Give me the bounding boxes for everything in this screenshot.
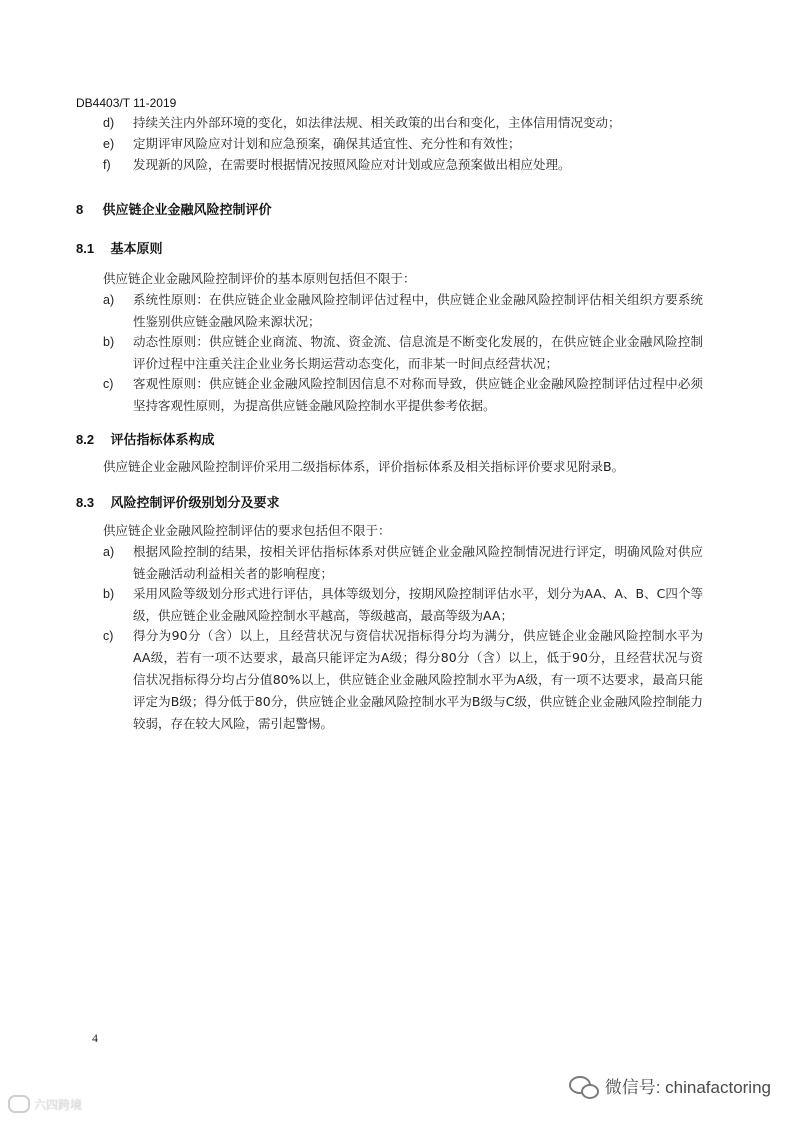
section-number: 8 — [76, 202, 84, 217]
list-item-text: 定期评审风险应对计划和应急预案，确保其适宜性、充分性和有效性； — [133, 136, 521, 151]
section-title: 基本原则 — [110, 242, 163, 257]
section-8-2-heading — [76, 429, 215, 448]
watermark-icon — [8, 1095, 30, 1113]
section-8-2-body: 供应链企业金融风险控制评价采用二级指标体系，评价指标体系及相关指标评价要求见附录B。 — [103, 459, 625, 474]
list-marker: c) — [103, 629, 114, 643]
list-marker: c) — [103, 377, 114, 391]
list-marker: b) — [103, 335, 115, 349]
list-item-8-1-c — [103, 373, 703, 417]
doc-header-id: DB4403/T 11-2019 — [76, 96, 177, 110]
list-marker: b) — [103, 587, 115, 601]
section-8-1-heading — [76, 238, 163, 257]
list-item-text: 动态性原则：供应链企业商流、物流、资金流、信息流是不断变化发展的，在供应链企业金融风险控制评价过程中注重关注企业业务长期运营动态变化，而非某一时间点经营状况； — [133, 334, 703, 371]
watermark-text: 六四跨境 — [34, 1097, 83, 1112]
wechat-footer — [569, 1073, 771, 1098]
list-marker: a) — [103, 545, 115, 559]
section-title: 风险控制评价级别划分及要求 — [110, 496, 280, 511]
list-item-f — [103, 154, 703, 176]
section-title: 评估指标体系构成 — [110, 433, 215, 448]
list-item-8-1-b — [103, 331, 703, 375]
wechat-label: 微信号: chinafactoring — [604, 1078, 771, 1097]
list-marker: d) — [103, 116, 115, 130]
list-item-8-3-b — [103, 583, 703, 627]
section-number: 8.2 — [76, 432, 95, 447]
list-item-d — [103, 112, 703, 134]
list-marker: a) — [103, 293, 115, 307]
list-item-e — [103, 133, 703, 155]
section-8-heading — [76, 199, 272, 218]
watermark — [8, 1095, 82, 1113]
list-marker: f) — [103, 158, 111, 172]
wechat-icon — [569, 1074, 599, 1098]
section-8-1-intro: 供应链企业金融风险控制评价的基本原则包括但不限于： — [103, 271, 416, 286]
section-8-3-intro: 供应链企业金融风险控制评估的要求包括但不限于： — [103, 523, 391, 538]
section-number: 8.3 — [76, 495, 95, 510]
list-item-text: 采用风险等级划分形式进行评估，具体等级划分，按期风险控制评估水平，划分为AA、A、B、C四个等级，供应链企业金融风险控制水平越高，等级越高，最高等级为AA； — [133, 586, 703, 623]
list-item-8-3-c — [103, 625, 703, 735]
list-item-8-1-a — [103, 289, 703, 333]
list-item-text: 持续关注内外部环境的变化，如法律法规、相关政策的出台和变化，主体信用情况变动； — [133, 115, 621, 130]
list-marker: e) — [103, 137, 115, 151]
list-item-text: 根据风险控制的结果，按相关评估指标体系对供应链企业金融风险控制情况进行评定，明确风险对供应链金融活动利益相关者的影响程度； — [133, 544, 703, 581]
list-item-8-3-a — [103, 541, 703, 585]
list-item-text: 发现新的风险，在需要时根据情况按照风险应对计划或应急预案做出相应处理。 — [133, 157, 571, 172]
page-number: 4 — [92, 1031, 98, 1045]
section-8-3-heading — [76, 492, 280, 511]
list-item-text: 得分为90分（含）以上，且经营状况与资信状况指标得分均为满分，供应链企业金融风险控制水平为AA级，若有一项不达要求，最高只能评定为A级；得分80分（含）以上，低于90分，且经营状况与资信状况指标得分均占分值80%以上，供应链企业金融风险控制水平为A级，有一项不达要求，最高只能评定为B级；得分低于80分，供应链企业金融风险控制水平为B级与C级，供应链企业金融风险控制能力较弱，存在较大风险，需引起警惕。 — [133, 628, 703, 731]
section-title: 供应链企业金融风险控制评价 — [102, 203, 272, 218]
list-item-text: 客观性原则：供应链企业金融风险控制因信息不对称而导致，供应链企业金融风险控制评估过程中必须坚持客观性原则，为提高供应链金融风险控制水平提供参考依据。 — [133, 376, 703, 413]
list-item-text: 系统性原则：在供应链企业金融风险控制评估过程中，供应链企业金融风险控制评估相关组织方要系统性鉴别供应链金融风险来源状况； — [133, 292, 703, 329]
section-number: 8.1 — [76, 241, 95, 256]
